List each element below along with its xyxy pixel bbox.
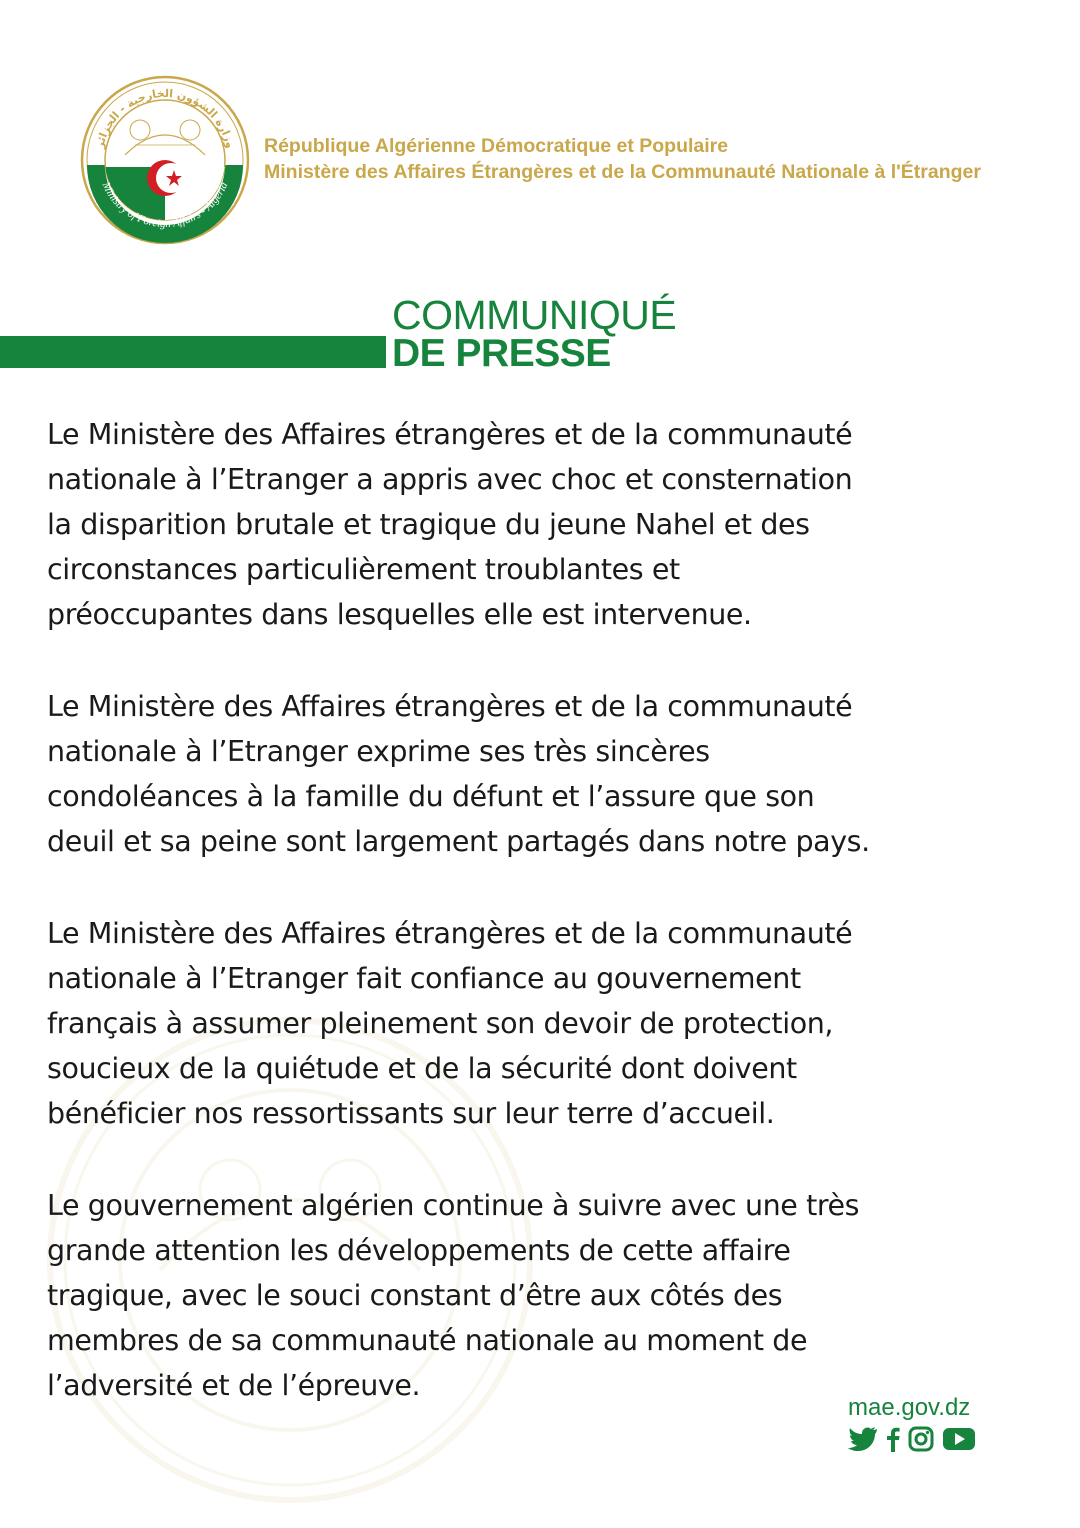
document-title (392, 292, 677, 375)
paragraph-3: Le Ministère des Affaires étrangères et de la communauté nationale à l’Etranger fait confiance au gouvernement français à assumer pleinement son devoir de protection, soucieux de la quiétude et de la sécurité dont doivent bénéficier nos ressortissants sur leur terre d’accueil. (47, 917, 853, 1130)
title-line-2: DE PRESSE (392, 332, 611, 375)
ministry-header (264, 133, 981, 185)
press-release-body (47, 412, 1007, 1455)
facebook-icon[interactable] (886, 1426, 900, 1456)
ministry-name: Ministère des Affaires Étrangères et de la Communauté Nationale à l'Étranger (264, 161, 981, 183)
instagram-icon[interactable] (908, 1426, 934, 1456)
paragraph-2: Le Ministère des Affaires étrangères et de la communauté nationale à l’Etranger exprime ses très sincères condoléances à la famille du défunt et l’assure que son deuil et sa peine sont largement partagés dans notre pays. (47, 690, 870, 858)
svg-text:وزارة الشؤون الخارجية - الجزائ: وزارة الشؤون الخارجية - الجزائر (93, 86, 237, 150)
social-icons (848, 1426, 976, 1456)
youtube-icon[interactable] (942, 1426, 976, 1456)
svg-text:Ministry of Foreign Affairs -: Ministry of Foreign Affairs - Algeria (99, 180, 231, 231)
website-link[interactable]: mae.gov.dz (848, 1394, 971, 1421)
paragraph-1: Le Ministère des Affaires étrangères et de la communauté nationale à l’Etranger a appris avec choc et consternation la disparition brutale et tragique du jeune Nahel et des circonstances particulièrement troublantes et préoccupantes dans lesquelles elle est intervenue. (47, 418, 853, 631)
paragraph-4: Le gouvernement algérien continue à suivre avec une très grande attention les développements de cette affaire tragique, avec le souci constant d’être aux côtés des membres de sa communauté nationale au moment de l’adversité et de l’épreuve. (47, 1189, 860, 1402)
republic-name: République Algérienne Démocratique et Populaire (264, 135, 729, 157)
twitter-icon[interactable] (848, 1426, 878, 1456)
title-accent-bar (0, 336, 386, 368)
ministry-seal-logo (80, 75, 250, 245)
title-line-1: COMMUNIQUÉ (392, 292, 677, 338)
